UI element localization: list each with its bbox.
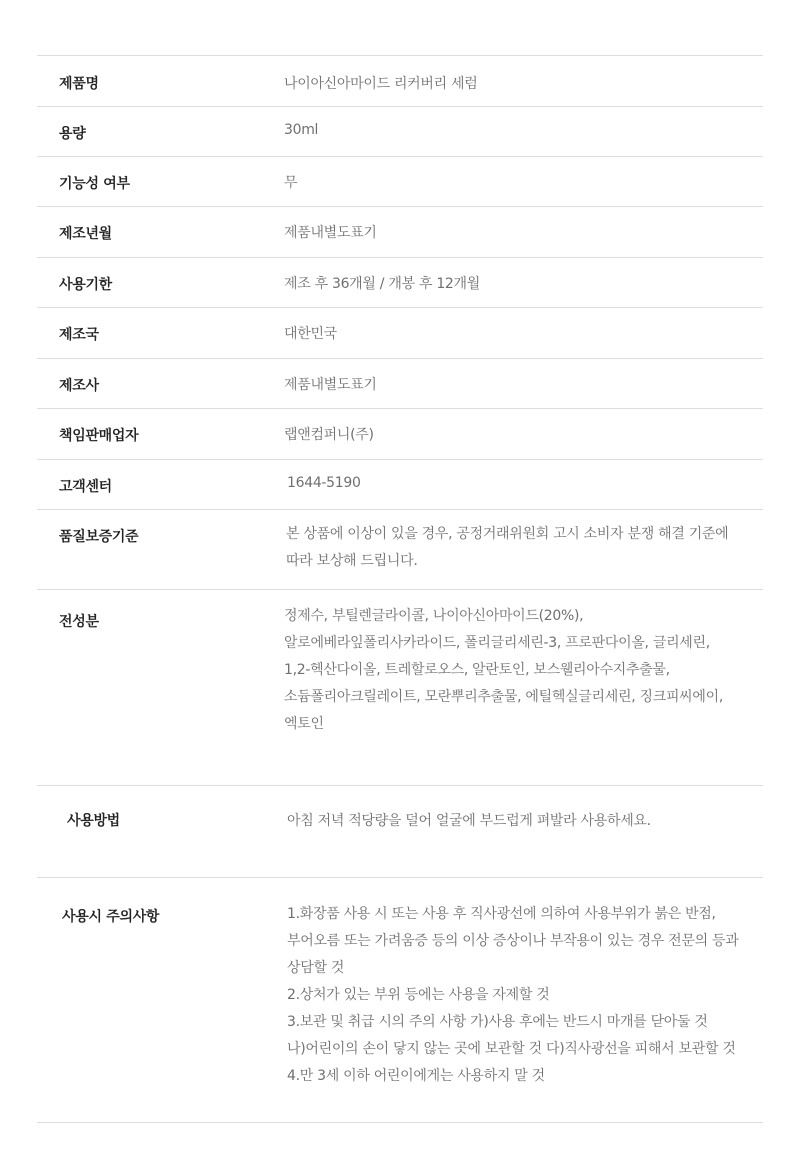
row-value-seller: 랩앤컴퍼니(주) (284, 427, 374, 443)
row-value-manufacture-date: 제품내별도표기 (284, 225, 377, 241)
row-value-functional: 무 (284, 175, 298, 191)
row-value-manufacturer: 제품내별도표기 (284, 377, 377, 393)
text-line: 1.화장품 사용 시 또는 사용 후 직사광선에 의하여 사용부위가 붉은 반점, (287, 906, 716, 922)
text-line: 3.보관 및 취급 시의 주의 사항 가)사용 후에는 반드시 마개를 닫아둘 것 (287, 1014, 708, 1030)
text-line: 따라 보상해 드립니다. (286, 553, 418, 569)
product-info-table (37, 55, 763, 1123)
row-label-product-name: 제품명 (59, 76, 99, 92)
row-label-quality-guarantee: 품질보증기준 (59, 529, 139, 545)
row-value-product-name: 나이아신아마이드 리커버리 세럼 (284, 76, 478, 92)
row-value-customer-center: 1644-5190 (287, 475, 361, 491)
row-label-seller: 책임판매업자 (59, 428, 139, 444)
text-line: 2.상처가 있는 부위 등에는 사용을 자제할 것 (287, 987, 550, 1003)
row-label-manufacture-date: 제조년월 (59, 226, 112, 242)
row-value-ingredients (284, 603, 753, 738)
table-row (37, 206, 763, 257)
table-row (37, 307, 763, 358)
text-line: 소듐폴리아크릴레이트, 모란뿌리추출물, 에틸헥실글리세린, 징크피씨에이, (284, 689, 723, 705)
table-row (37, 358, 763, 408)
row-value-quality-guarantee (286, 521, 753, 575)
table-row (37, 408, 763, 459)
text-line: 1,2-헥산다이올, 트레할로오스, 알란토인, 보스웰리아수지추출물, (284, 662, 670, 678)
row-label-manufacturer: 제조사 (59, 378, 99, 394)
table-row (37, 55, 763, 106)
table-row (37, 156, 763, 206)
row-label-expiry: 사용기한 (59, 277, 112, 293)
text-line: 4.만 3세 이하 어린이에게는 사용하지 말 것 (287, 1068, 545, 1084)
row-value-country: 대한민국 (284, 326, 337, 342)
row-value-expiry: 제조 후 36개월 / 개봉 후 12개월 (284, 276, 480, 292)
table-row (37, 877, 763, 1123)
row-label-customer-center: 고객센터 (59, 479, 112, 495)
text-line: 본 상품에 이상이 있을 경우, 공정거래위원회 고시 소비자 분쟁 해결 기준에 (286, 526, 729, 542)
row-value-volume: 30ml (284, 122, 319, 138)
table-row (37, 106, 763, 156)
row-label-usage: 사용방법 (67, 813, 120, 829)
table-row (37, 589, 763, 785)
text-line: 엑토인 (284, 716, 324, 732)
text-line: 부어오름 또는 가려움증 등의 이상 증상이나 부작용이 있는 경우 전문의 등과 (287, 933, 739, 949)
row-label-precautions: 사용시 주의사항 (62, 909, 160, 925)
row-label-ingredients: 전성분 (59, 614, 99, 630)
table-row (37, 785, 763, 877)
text-line: 알로에베라잎폴리사카라이드, 폴리글리세린-3, 프로판다이올, 글리세린, (284, 635, 710, 651)
table-row (37, 459, 763, 509)
text-line: 나)어린이의 손이 닿지 않는 곳에 보관할 것 다)직사광선을 피해서 보관할 것 (287, 1041, 736, 1057)
table-row (37, 257, 763, 307)
text-line: 상담할 것 (287, 960, 345, 976)
row-label-functional: 기능성 여부 (59, 176, 130, 192)
table-row (37, 509, 763, 589)
row-value-usage: 아침 저녁 적당량을 덜어 얼굴에 부드럽게 펴발라 사용하세요. (287, 813, 651, 829)
row-label-volume: 용량 (59, 126, 86, 142)
text-line: 정제수, 부틸렌글라이콜, 나이아신아마이드(20%), (284, 608, 584, 624)
row-value-precautions (287, 901, 753, 1090)
row-label-country: 제조국 (59, 327, 99, 343)
